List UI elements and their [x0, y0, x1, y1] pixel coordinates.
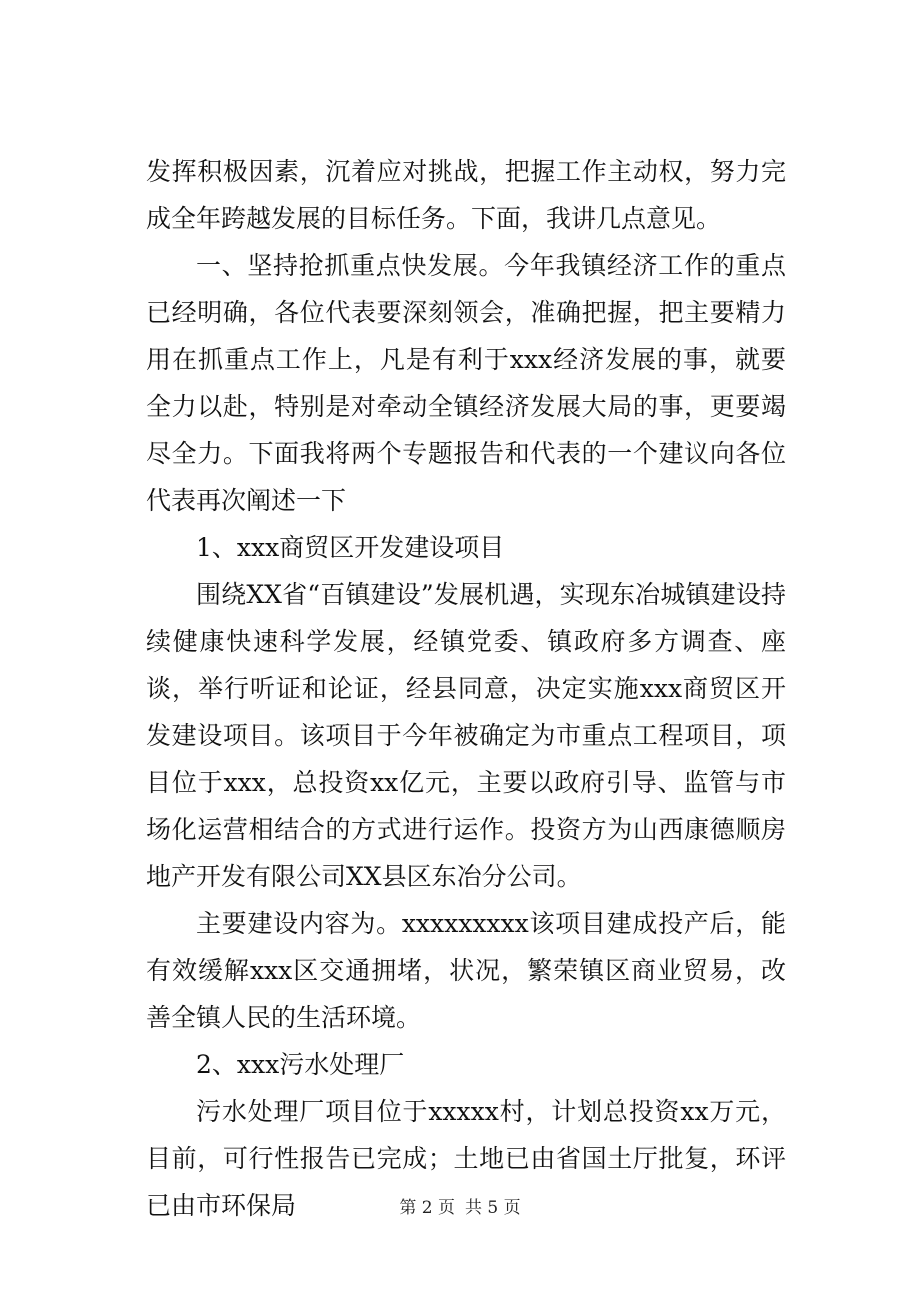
paragraph-1: 发挥积极因素，沉着应对挑战，把握工作主动权，努力完成全年跨越发展的目标任务。下面，我讲几点意见。	[146, 157, 786, 233]
page-number: 第 2 页	[399, 1198, 455, 1218]
section-heading-2: 2、xxx污水处理厂	[196, 1050, 405, 1079]
paragraph-4: 主要建设内容为。xxxxxxxxx该项目建成投产后，能有效缓解xxx区交通拥堵，状况，繁荣镇区商业贸易，改善全镇人民的生活环境。	[146, 909, 786, 1032]
paragraph-2: 一、坚持抢抓重点快发展。今年我镇经济工作的重点已经明确，各位代表要深刻领会，准确把握，把主要精力用在抓重点工作上，凡是有利于xxx经济发展的事，就要全力以赴，特别是对牵动全镇经济发展大局的事，更要竭尽全力。下面我将两个专题报告和代表的一个建议向各位代表再次阐述一下	[146, 251, 786, 515]
page-total: 共 5 页	[465, 1198, 521, 1218]
document-body	[146, 148, 786, 1229]
paragraph-3: 围绕XX省“百镇建设”发展机遇，实现东冶城镇建设持续健康快速科学发展，经镇党委、镇政府多方调查、座谈，举行听证和论证，经县同意，决定实施xxx商贸区开发建设项目。该项目于今年被确定为市重点工程项目，项目位于xxx，总投资xx亿元，主要以政府引导、监管与市场化运营相结合的方式进行运作。投资方为山西康德顺房地产开发有限公司XX县区东冶分公司。	[146, 580, 786, 891]
paragraph-5: 污水处理厂项目位于xxxxx村，计划总投资xx万元，目前，可行性报告已完成；土地已由省国土厅批复，环评已由市环保局	[146, 1097, 786, 1220]
section-heading-1: 1、xxx商贸区开发建设项目	[196, 533, 505, 562]
page-footer	[0, 1196, 920, 1220]
